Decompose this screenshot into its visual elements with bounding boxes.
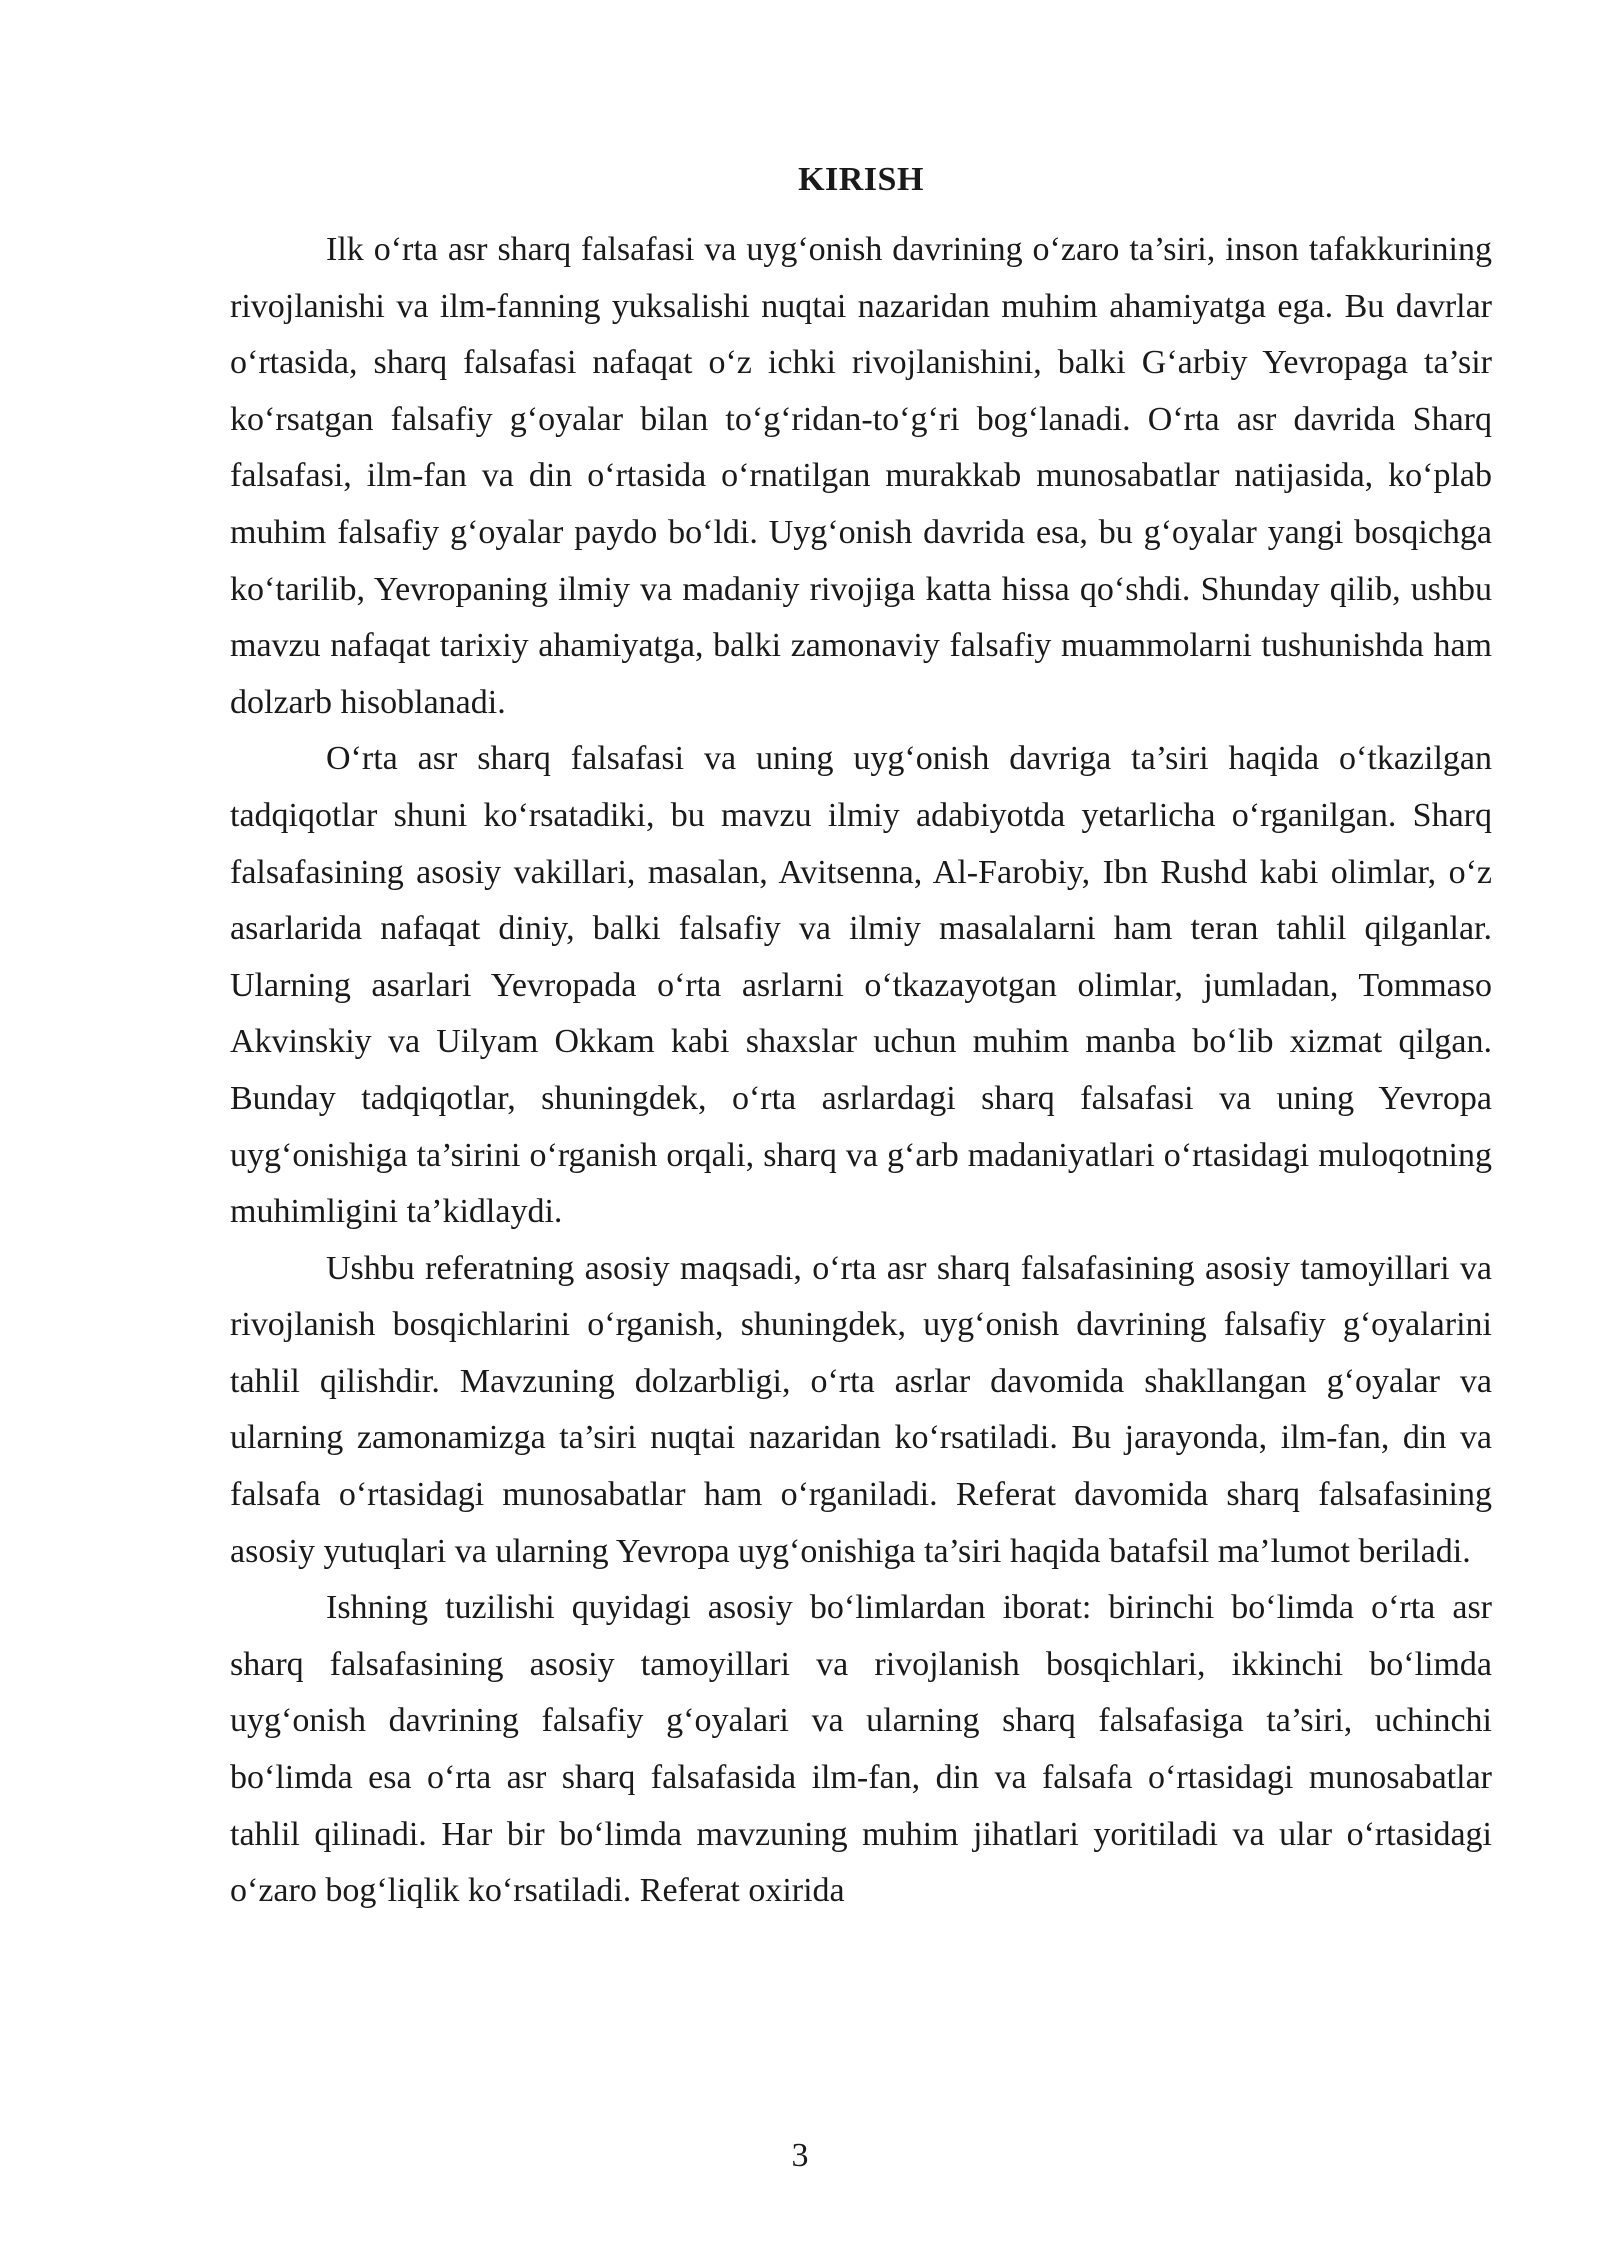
paragraph-4: Ishning tuzilishi quyidagi asosiy bo‘limlardan iborat: birinchi bo‘limda o‘rta asr sharq falsafasining asosiy tamoyillari va rivojlanish bosqichlari, ikkinchi bo‘limda uyg‘onish davrining falsafiy g‘oyalari va ularning sharq falsafasiga ta’siri, uchinchi bo‘limda esa o‘rta asr sharq falsafasida ilm-fan, din va falsafa o‘rtasidagi munosabatlar tahlil qilinadi. Har bir bo‘limda mavzuning muhim jihatlari yoritiladi va ular o‘rtasidagi o‘zaro bog‘liqlik ko‘rsatiladi. Referat oxirida	[230, 1589, 1492, 1910]
page-number: 3	[791, 2137, 809, 2174]
paragraph-1: Ilk o‘rta asr sharq falsafasi va uyg‘onish davrining o‘zaro ta’siri, inson tafakkurining rivojlanishi va ilm-fanning yuksalishi nuqtai nazaridan muhim ahamiyatga ega. Bu davrlar o‘rtasida, sharq falsafasi nafaqat o‘z ichki rivojlanishini, balki G‘arbiy Yevropaga ta’sir ko‘rsatgan falsafiy g‘oyalar bilan to‘g‘ridan-to‘g‘ri bog‘lanadi. O‘rta asr davrida Sharq falsafasi, ilm-fan va din o‘rtasida o‘rnatilgan murakkab munosabatlar natijasida, ko‘plab muhim falsafiy g‘oyalar paydo bo‘ldi. Uyg‘onish davrida esa, bu g‘oyalar yangi bosqichga ko‘tarilib, Yevropaning ilmiy va madaniy rivojiga katta hissa qo‘shdi. Shunday qilib, ushbu mavzu nafaqat tarixiy ahamiyatga, balki zamonaviy falsafiy muammolarni tushunishda ham dolzarb hisoblanadi.	[230, 231, 1492, 721]
document-page	[230, 160, 1492, 1920]
paragraph-2: O‘rta asr sharq falsafasi va uning uyg‘onish davriga ta’siri haqida o‘tkazilgan tadqiqotlar shuni ko‘rsatadiki, bu mavzu ilmiy adabiyotda yetarlicha o‘rganilgan. Sharq falsafasining asosiy vakillari, masalan, Avitsenna, Al-Farobiy, Ibn Rushd kabi olimlar, o‘z asarlarida nafaqat diniy, balki falsafiy va ilmiy masalalarni ham teran tahlil qilganlar. Ularning asarlari Yevropada o‘rta asrlarni o‘tkazayotgan olimlar, jumladan, Tommaso Akvinskiy va Uilyam Okkam kabi shaxslar uchun muhim manba bo‘lib xizmat qilgan. Bunday tadqiqotlar, shuningdek, o‘rta asrlardagi sharq falsafasi va uning Yevropa uyg‘onishiga ta’sirini o‘rganish orqali, sharq va g‘arb madaniyatlari o‘rtasidagi muloqotning muhimligini ta’kidlaydi.	[230, 740, 1492, 1231]
section-title: KIRISH	[798, 161, 924, 198]
paragraph-3: Ushbu referatning asosiy maqsadi, o‘rta asr sharq falsafasining asosiy tamoyillari va rivojlanish bosqichlarini o‘rganish, shuningdek, uyg‘onish davrining falsafiy g‘oyalarini tahlil qilishdir. Mavzuning dolzarbligi, o‘rta asrlar davomida shakllangan g‘oyalar va ularning zamonamizga ta’siri nuqtai nazaridan ko‘rsatiladi. Bu jarayonda, ilm-fan, din va falsafa o‘rtasidagi munosabatlar ham o‘rganiladi. Referat davomida sharq falsafasining asosiy yutuqlari va ularning Yevropa uyg‘onishiga ta’siri haqida batafsil ma’lumot beriladi.	[230, 1249, 1492, 1570]
